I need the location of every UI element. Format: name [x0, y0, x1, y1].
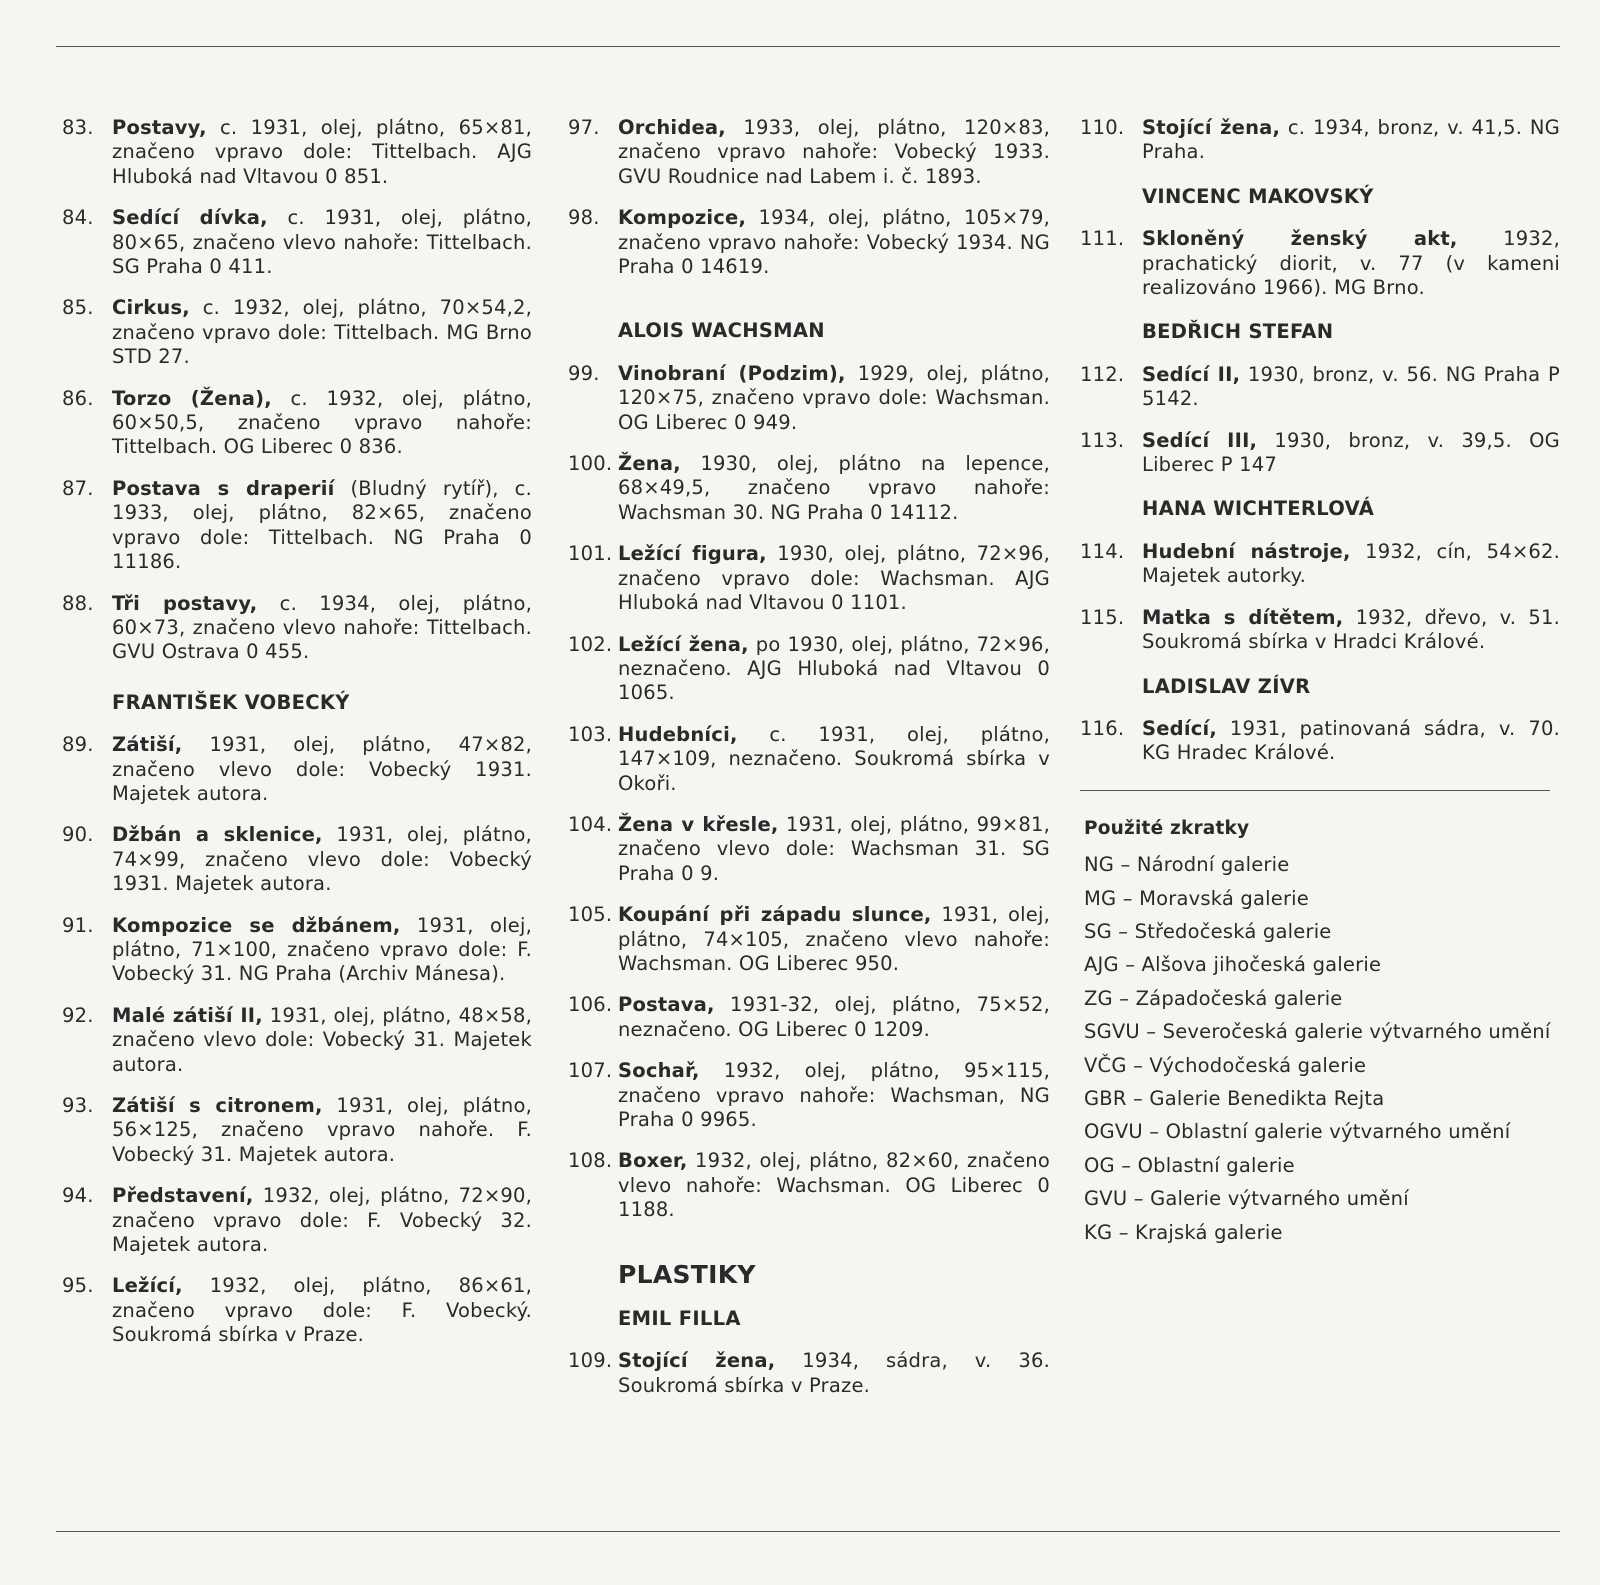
entry-title: Sedící, [1142, 716, 1217, 740]
entries-group [62, 116, 532, 665]
entry-number: 113. [1080, 428, 1125, 452]
entry-title: Žena, [618, 452, 681, 476]
entry-number: 85. [62, 296, 94, 320]
abbreviations-heading: Použité zkratky [1084, 817, 1250, 839]
entry-details: 1931-32, olej, plátno, 75×52, neznačeno. OG Liberec 0 1209. [618, 993, 1050, 1041]
entry-title: Sedící III, [1142, 428, 1258, 452]
catalog-entry [1080, 429, 1560, 478]
catalog-entry [568, 903, 1050, 976]
column-2 [568, 116, 1050, 1415]
entries-group [1080, 227, 1560, 300]
entry-title: Koupání při západu slunce, [618, 903, 932, 927]
entry-title: Stojící žena, [1142, 116, 1281, 139]
entry-number: 97. [568, 116, 600, 139]
entry-details: 1929, olej, plátno, 120×75, značeno vpravo dole: Wachsman. OG Liberec 0 949. [618, 361, 1050, 434]
entries-group [1080, 363, 1560, 478]
entry-details: c. 1931, olej, plátno, 80×65, značeno vlevo nahoře: Tittelbach. SG Praha 0 411. [112, 206, 532, 279]
entry-details: c. 1934, olej, plátno, 60×73, značeno vlevo nahoře: Tittelbach. GVU Ostrava 0 455. [112, 591, 532, 664]
abbreviation-item: ZG – Západočeská galerie [1084, 986, 1343, 1010]
entry-number: 104. [568, 812, 613, 836]
entry-details: 1931, olej, plátno, 74×99, značeno vlevo dole: Vobecký 1931. Majetek autora. [112, 823, 532, 896]
catalog-entry [568, 993, 1050, 1042]
catalog-entry [1080, 606, 1560, 655]
entry-details: 1931, olej, plátno, 56×125, značeno vpravo nahoře. F. Vobecký 31. Majetek autora. [112, 1094, 533, 1166]
entry-title: Hudební nástroje, [1142, 539, 1351, 563]
catalog-entry [568, 452, 1050, 525]
entries-group [62, 733, 532, 1348]
column-1 [62, 116, 532, 1365]
entry-details: 1932, olej, plátno, 86×61, značeno vpravo dole: F. Vobecký. Soukromá sbírka v Praze. [112, 1274, 532, 1347]
entry-title: Zátiší s citronem, [112, 1094, 323, 1117]
artist-heading: VINCENC MAKOVSKÝ [1142, 184, 1374, 208]
entry-number: 100. [568, 452, 613, 476]
catalog-entry [568, 633, 1050, 706]
entry-details: 1930, olej, plátno, 72×96, značeno vpravo dole: Wachsman. AJG Hluboká nad Vltavou 0 1101. [618, 542, 1050, 615]
entry-details: 1932, olej, plátno, 95×115, značeno vpravo nahoře: Wachsman, NG Praha 0 9965. [618, 1059, 1050, 1131]
entry-details: 1932, prachatický diorit, v. 77 (v kameni realizováno 1966). MG Brno. [1142, 227, 1560, 300]
catalog-entry [568, 723, 1050, 796]
entry-title: Sochař, [618, 1059, 700, 1083]
entry-details: 1930, bronz, v. 56. NG Praha P 5142. [1142, 362, 1560, 411]
entry-number: 102. [568, 632, 613, 656]
catalog-entry [568, 1149, 1050, 1222]
catalog-entry [62, 477, 532, 575]
abbreviation-item: AJG – Alšova jihočeská galerie [1084, 953, 1382, 977]
entry-number: 84. [62, 206, 94, 230]
entries-group [1080, 116, 1560, 165]
catalog-entry [62, 733, 532, 806]
entry-title: Cirkus, [112, 296, 190, 320]
catalog-entry [568, 813, 1050, 886]
entry-title: Kompozice se džbánem, [112, 913, 401, 937]
entry-title: Vinobraní (Podzim), [618, 361, 846, 385]
catalog-entry [568, 206, 1050, 279]
catalog-entry [62, 296, 532, 369]
entry-details: c. 1931, olej, plátno, 147×109, neznačeno. Soukromá sbírka v Okoři. [618, 722, 1050, 795]
abbreviation-item: GVU – Galerie výtvarného umění [1084, 1187, 1409, 1211]
entry-number: 88. [62, 591, 94, 615]
catalog-entry [568, 542, 1050, 615]
entry-number: 112. [1080, 362, 1125, 386]
catalog-entry [1080, 116, 1560, 165]
entry-details: 1930, bronz, v. 39,5. OG Liberec P 147 [1142, 428, 1560, 477]
catalog-entry [62, 1004, 532, 1077]
entry-number: 91. [62, 913, 94, 937]
abbreviations-list [1080, 853, 1560, 1245]
catalog-entry [568, 362, 1050, 435]
entry-title: Představení, [112, 1184, 254, 1208]
entry-number: 107. [568, 1059, 613, 1083]
entry-title: Sedící II, [1142, 362, 1241, 386]
entry-details: 1932, dřevo, v. 51. Soukromá sbírka v Hradci Králové. [1142, 605, 1560, 654]
catalog-entry [62, 1274, 532, 1347]
entry-details: c. 1932, olej, plátno, 70×54,2, značeno vpravo dole: Tittelbach. MG Brno STD 27. [112, 296, 532, 369]
entry-title: Skloněný ženský akt, [1142, 227, 1458, 251]
artist-heading: LADISLAV ZÍVR [1142, 674, 1311, 698]
entry-title: Džbán a sklenice, [112, 823, 323, 847]
entry-number: 87. [62, 476, 94, 500]
catalog-entry [1080, 540, 1560, 589]
entry-number: 111. [1080, 227, 1125, 251]
entry-number: 93. [62, 1094, 94, 1117]
abbreviation-item: SGVU – Severočeská galerie výtvarného umění [1084, 1020, 1551, 1044]
entry-details: 1934, sádra, v. 36. Soukromá sbírka v Praze. [618, 1349, 1050, 1397]
entry-number: 103. [568, 722, 613, 746]
entry-title: Postavy, [112, 116, 207, 139]
artist-heading: EMIL FILLA [618, 1307, 741, 1331]
entry-number: 101. [568, 542, 613, 566]
abbreviation-item: KG – Krajská galerie [1084, 1220, 1283, 1244]
abbreviation-item: GBR – Galerie Benedikta Rejta [1084, 1086, 1385, 1110]
entry-number: 105. [568, 903, 613, 927]
entry-number: 94. [62, 1184, 94, 1208]
entry-number: 83. [62, 116, 94, 139]
artist-heading: HANA WICHTERLOVÁ [1142, 497, 1375, 521]
abbreviation-item: OGVU – Oblastní galerie výtvarného umění [1084, 1120, 1511, 1144]
entry-details: 1933, olej, plátno, 120×83, značeno vpravo nahoře: Vobecký 1933. GVU Roudnice nad Labem i. č. 1893. [618, 116, 1050, 188]
entry-title: Stojící žena, [618, 1349, 776, 1373]
entries-group [568, 116, 1050, 279]
catalog-entry [62, 914, 532, 987]
entry-details: c. 1932, olej, plátno, 60×50,5, značeno vpravo nahoře: Tittelbach. OG Liberec 0 836. [112, 386, 533, 459]
catalog-entry [62, 1094, 532, 1167]
entries-group [568, 362, 1050, 1223]
entry-number: 89. [62, 733, 94, 757]
entry-number: 109. [568, 1349, 613, 1373]
entry-number: 86. [62, 386, 94, 410]
entry-details: 1931, olej, plátno, 48×58, značeno vlevo dole: Vobecký 31. Majetek autora. [112, 1003, 532, 1076]
top-rule [56, 46, 1560, 47]
entry-title: Malé zátiší II, [112, 1003, 263, 1027]
abbreviation-item: NG – Národní galerie [1084, 853, 1290, 877]
artist-heading: BEDŘICH STEFAN [1142, 320, 1334, 344]
entry-number: 110. [1080, 116, 1125, 139]
entry-number: 115. [1080, 605, 1125, 629]
abbreviation-item: MG – Moravská galerie [1084, 886, 1309, 910]
entry-details: 1930, olej, plátno na lepence, 68×49,5, značeno vpravo nahoře: Wachsman 30. NG Praha 0 14112. [618, 452, 1050, 524]
entry-details: 1931, olej, plátno, 74×105, značeno vlevo nahoře: Wachsman. OG Liberec 950. [618, 903, 1050, 975]
entry-title: Žena v křesle, [618, 812, 779, 836]
entry-number: 98. [568, 206, 600, 230]
abbreviation-item: VČG – Východočeská galerie [1084, 1053, 1367, 1077]
catalog-entry [1080, 227, 1560, 300]
abbreviation-item: OG – Oblastní galerie [1084, 1153, 1295, 1177]
entry-details: 1932, olej, plátno, 72×90, značeno vpravo dole: F. Vobecký 32. Majetek autora. [112, 1184, 532, 1257]
entry-title: Zátiší, [112, 733, 183, 757]
entry-title: Boxer, [618, 1149, 688, 1173]
entry-number: 99. [568, 361, 600, 385]
entry-details: 1934, olej, plátno, 105×79, značeno vpravo nahoře: Vobecký 1934. NG Praha 0 14619. [618, 206, 1050, 279]
entry-title: Postava, [618, 993, 715, 1017]
catalog-entry [62, 823, 532, 896]
entry-number: 114. [1080, 539, 1125, 563]
artist-heading: ALOIS WACHSMAN [618, 319, 825, 343]
entry-details: 1931, olej, plátno, 47×82, značeno vlevo dole: Vobecký 1931. Majetek autora. [112, 733, 532, 805]
catalog-entry [568, 1059, 1050, 1132]
entry-details: 1932, olej, plátno, 82×60, značeno vlevo nahoře: Wachsman. OG Liberec 0 1188. [618, 1149, 1050, 1222]
catalog-entry [568, 1349, 1050, 1398]
entry-number: 92. [62, 1003, 94, 1027]
catalog-entry [62, 592, 532, 665]
entry-title: Ležící žena, [618, 632, 749, 656]
entry-number: 90. [62, 823, 94, 847]
entry-title: Postava s draperií [112, 476, 335, 500]
entry-title: Ležící, [112, 1274, 183, 1298]
entry-details: 1931, patinovaná sádra, v. 70. KG Hradec Králové. [1142, 716, 1560, 765]
entry-details: c. 1934, bronz, v. 41,5. NG Praha. [1142, 116, 1560, 164]
entry-title: Orchidea, [618, 116, 726, 139]
catalog-entry [62, 1184, 532, 1257]
entry-title: Matka s dítětem, [1142, 605, 1344, 629]
entry-number: 108. [568, 1149, 613, 1173]
catalog-entry [1080, 717, 1560, 766]
catalog-entry [568, 116, 1050, 189]
column-3 [1080, 116, 1560, 1254]
entry-title: Sedící dívka, [112, 206, 268, 230]
entry-details: po 1930, olej, plátno, 72×96, neznačeno. AJG Hluboká nad Vltavou 0 1065. [618, 632, 1050, 705]
entry-number: 116. [1080, 716, 1125, 740]
entries-group [568, 1349, 1050, 1398]
section-heading: PLASTIKY [618, 1259, 756, 1289]
catalog-entry [62, 387, 532, 460]
abbreviations-rule [1080, 790, 1550, 791]
entry-title: Torzo (Žena), [112, 386, 272, 410]
entry-title: Kompozice, [618, 206, 747, 230]
entry-title: Ležící figura, [618, 542, 767, 566]
entry-details: (Bludný rytíř), c. 1933, olej, plátno, 82×65, značeno vpravo dole: Tittelbach. NG Praha 0 11186. [112, 476, 532, 574]
entry-number: 95. [62, 1274, 94, 1298]
entry-details: 1932, cín, 54×62. Majetek autorky. [1142, 539, 1560, 588]
entries-group [1080, 717, 1560, 766]
abbreviation-item: SG – Středočeská galerie [1084, 919, 1332, 943]
entry-details: 1931, olej, plátno, 71×100, značeno vpravo dole: F. Vobecký 31. NG Praha (Archiv Mánesa). [112, 913, 532, 986]
entry-details: 1931, olej, plátno, 99×81, značeno vlevo dole: Wachsman 31. SG Praha 0 9. [618, 812, 1050, 885]
artist-heading: FRANTIŠEK VOBECKÝ [112, 690, 350, 714]
entries-group [1080, 540, 1560, 655]
entry-details: c. 1931, olej, plátno, 65×81, značeno vpravo dole: Tittelbach. AJG Hluboká nad Vltavou 0 851. [112, 116, 532, 188]
entry-title: Hudebníci, [618, 722, 738, 746]
catalog-entry [62, 206, 532, 279]
bottom-rule [56, 1531, 1560, 1532]
entry-title: Tři postavy, [112, 591, 258, 615]
catalog-entry [62, 116, 532, 189]
entry-number: 106. [568, 993, 613, 1017]
catalog-entry [1080, 363, 1560, 412]
